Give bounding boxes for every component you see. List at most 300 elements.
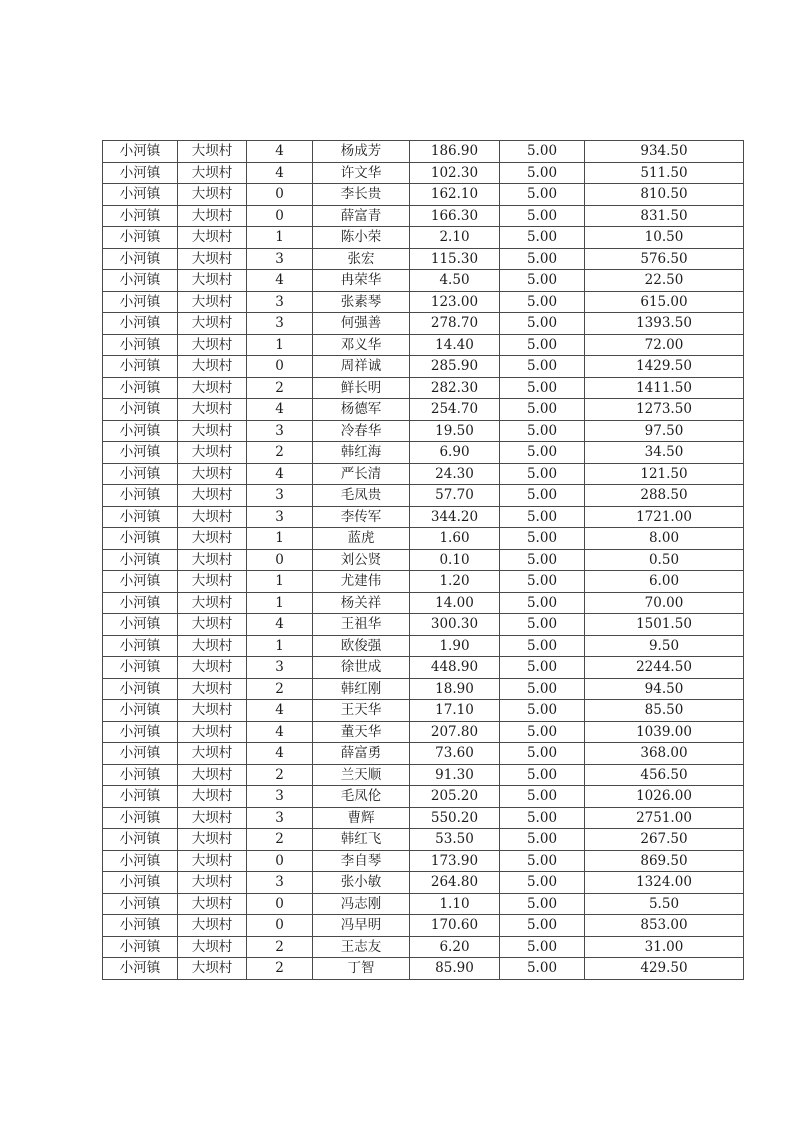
cell-total: 1721.00 [585, 506, 744, 528]
cell-count: 1 [247, 528, 313, 550]
cell-town: 小河镇 [103, 399, 178, 421]
cell-name: 邓义华 [313, 334, 410, 356]
table-row [103, 528, 744, 550]
cell-village: 大坝村 [178, 657, 247, 679]
cell-name: 杨德军 [313, 399, 410, 421]
table-row [103, 377, 744, 399]
cell-unit-price: 5.00 [500, 442, 585, 464]
cell-village: 大坝村 [178, 571, 247, 593]
cell-count: 4 [247, 399, 313, 421]
cell-village: 大坝村 [178, 850, 247, 872]
table-row [103, 162, 744, 184]
cell-unit-price: 5.00 [500, 635, 585, 657]
table-row [103, 850, 744, 872]
cell-name: 刘公贤 [313, 549, 410, 571]
cell-village: 大坝村 [178, 248, 247, 270]
cell-village: 大坝村 [178, 291, 247, 313]
cell-total: 2751.00 [585, 807, 744, 829]
cell-amount: 254.70 [410, 399, 500, 421]
cell-total: 34.50 [585, 442, 744, 464]
cell-village: 大坝村 [178, 184, 247, 206]
cell-town: 小河镇 [103, 485, 178, 507]
cell-town: 小河镇 [103, 528, 178, 550]
cell-village: 大坝村 [178, 764, 247, 786]
cell-count: 2 [247, 958, 313, 980]
cell-total: 831.50 [585, 205, 744, 227]
cell-village: 大坝村 [178, 958, 247, 980]
cell-name: 蓝虎 [313, 528, 410, 550]
cell-unit-price: 5.00 [500, 506, 585, 528]
cell-count: 1 [247, 571, 313, 593]
cell-name: 张小敏 [313, 872, 410, 894]
cell-amount: 1.60 [410, 528, 500, 550]
cell-amount: 285.90 [410, 356, 500, 378]
cell-village: 大坝村 [178, 356, 247, 378]
cell-name: 毛凤伦 [313, 786, 410, 808]
cell-unit-price: 5.00 [500, 893, 585, 915]
cell-count: 3 [247, 807, 313, 829]
table-row [103, 764, 744, 786]
table-row [103, 678, 744, 700]
cell-village: 大坝村 [178, 162, 247, 184]
cell-count: 2 [247, 764, 313, 786]
cell-town: 小河镇 [103, 592, 178, 614]
cell-town: 小河镇 [103, 141, 178, 163]
table-row [103, 227, 744, 249]
cell-town: 小河镇 [103, 807, 178, 829]
cell-amount: 282.30 [410, 377, 500, 399]
cell-total: 121.50 [585, 463, 744, 485]
cell-unit-price: 5.00 [500, 721, 585, 743]
cell-total: 511.50 [585, 162, 744, 184]
table-row [103, 721, 744, 743]
cell-unit-price: 5.00 [500, 807, 585, 829]
cell-count: 3 [247, 248, 313, 270]
cell-unit-price: 5.00 [500, 291, 585, 313]
cell-total: 22.50 [585, 270, 744, 292]
cell-amount: 57.70 [410, 485, 500, 507]
cell-total: 1393.50 [585, 313, 744, 335]
cell-unit-price: 5.00 [500, 356, 585, 378]
cell-unit-price: 5.00 [500, 786, 585, 808]
cell-total: 429.50 [585, 958, 744, 980]
cell-town: 小河镇 [103, 850, 178, 872]
cell-town: 小河镇 [103, 184, 178, 206]
cell-count: 0 [247, 356, 313, 378]
cell-total: 1273.50 [585, 399, 744, 421]
cell-amount: 173.90 [410, 850, 500, 872]
cell-unit-price: 5.00 [500, 463, 585, 485]
cell-name: 韩红海 [313, 442, 410, 464]
cell-count: 4 [247, 721, 313, 743]
cell-town: 小河镇 [103, 549, 178, 571]
cell-total: 1039.00 [585, 721, 744, 743]
cell-village: 大坝村 [178, 678, 247, 700]
cell-name: 兰天顺 [313, 764, 410, 786]
cell-amount: 205.20 [410, 786, 500, 808]
cell-name: 杨关祥 [313, 592, 410, 614]
cell-unit-price: 5.00 [500, 829, 585, 851]
table-row [103, 893, 744, 915]
cell-amount: 300.30 [410, 614, 500, 636]
cell-town: 小河镇 [103, 786, 178, 808]
cell-count: 0 [247, 850, 313, 872]
cell-amount: 166.30 [410, 205, 500, 227]
cell-town: 小河镇 [103, 442, 178, 464]
cell-count: 4 [247, 141, 313, 163]
cell-town: 小河镇 [103, 893, 178, 915]
table-row [103, 700, 744, 722]
cell-count: 3 [247, 313, 313, 335]
cell-amount: 17.10 [410, 700, 500, 722]
cell-count: 0 [247, 205, 313, 227]
cell-town: 小河镇 [103, 506, 178, 528]
cell-total: 1026.00 [585, 786, 744, 808]
cell-unit-price: 5.00 [500, 614, 585, 636]
cell-total: 72.00 [585, 334, 744, 356]
cell-total: 8.00 [585, 528, 744, 550]
cell-unit-price: 5.00 [500, 528, 585, 550]
cell-total: 6.00 [585, 571, 744, 593]
cell-name: 王祖华 [313, 614, 410, 636]
table-row [103, 786, 744, 808]
cell-unit-price: 5.00 [500, 549, 585, 571]
cell-name: 许文华 [313, 162, 410, 184]
table-row [103, 614, 744, 636]
cell-total: 9.50 [585, 635, 744, 657]
cell-town: 小河镇 [103, 313, 178, 335]
table-row [103, 506, 744, 528]
cell-village: 大坝村 [178, 549, 247, 571]
cell-amount: 102.30 [410, 162, 500, 184]
cell-town: 小河镇 [103, 829, 178, 851]
cell-count: 1 [247, 227, 313, 249]
cell-total: 615.00 [585, 291, 744, 313]
cell-amount: 264.80 [410, 872, 500, 894]
cell-count: 3 [247, 506, 313, 528]
cell-town: 小河镇 [103, 700, 178, 722]
cell-name: 冯早明 [313, 915, 410, 937]
cell-unit-price: 5.00 [500, 936, 585, 958]
cell-amount: 14.40 [410, 334, 500, 356]
table-row [103, 915, 744, 937]
cell-village: 大坝村 [178, 807, 247, 829]
cell-amount: 1.10 [410, 893, 500, 915]
cell-amount: 0.10 [410, 549, 500, 571]
cell-amount: 344.20 [410, 506, 500, 528]
cell-village: 大坝村 [178, 528, 247, 550]
cell-unit-price: 5.00 [500, 485, 585, 507]
cell-name: 毛凤贵 [313, 485, 410, 507]
cell-total: 576.50 [585, 248, 744, 270]
table-row [103, 141, 744, 163]
cell-amount: 1.20 [410, 571, 500, 593]
cell-amount: 550.20 [410, 807, 500, 829]
cell-total: 267.50 [585, 829, 744, 851]
cell-village: 大坝村 [178, 915, 247, 937]
cell-amount: 4.50 [410, 270, 500, 292]
cell-amount: 14.00 [410, 592, 500, 614]
cell-unit-price: 5.00 [500, 227, 585, 249]
table-body [103, 141, 744, 980]
cell-village: 大坝村 [178, 313, 247, 335]
cell-count: 3 [247, 485, 313, 507]
cell-name: 李自琴 [313, 850, 410, 872]
cell-town: 小河镇 [103, 248, 178, 270]
cell-village: 大坝村 [178, 893, 247, 915]
table-row [103, 635, 744, 657]
cell-amount: 207.80 [410, 721, 500, 743]
cell-name: 欧俊强 [313, 635, 410, 657]
cell-village: 大坝村 [178, 936, 247, 958]
cell-total: 10.50 [585, 227, 744, 249]
table-row [103, 829, 744, 851]
cell-unit-price: 5.00 [500, 915, 585, 937]
cell-name: 周祥诚 [313, 356, 410, 378]
cell-name: 薛富青 [313, 205, 410, 227]
cell-count: 1 [247, 334, 313, 356]
cell-count: 2 [247, 936, 313, 958]
cell-unit-price: 5.00 [500, 334, 585, 356]
cell-village: 大坝村 [178, 334, 247, 356]
table-row [103, 334, 744, 356]
cell-count: 2 [247, 678, 313, 700]
cell-unit-price: 5.00 [500, 313, 585, 335]
cell-town: 小河镇 [103, 743, 178, 765]
cell-amount: 6.90 [410, 442, 500, 464]
cell-unit-price: 5.00 [500, 592, 585, 614]
cell-count: 0 [247, 915, 313, 937]
cell-total: 5.50 [585, 893, 744, 915]
cell-name: 李传军 [313, 506, 410, 528]
cell-unit-price: 5.00 [500, 420, 585, 442]
cell-count: 3 [247, 786, 313, 808]
cell-town: 小河镇 [103, 721, 178, 743]
cell-count: 1 [247, 635, 313, 657]
cell-count: 3 [247, 872, 313, 894]
cell-village: 大坝村 [178, 700, 247, 722]
cell-village: 大坝村 [178, 463, 247, 485]
cell-count: 4 [247, 743, 313, 765]
cell-total: 1501.50 [585, 614, 744, 636]
cell-name: 严长清 [313, 463, 410, 485]
cell-count: 2 [247, 377, 313, 399]
cell-count: 4 [247, 463, 313, 485]
cell-count: 4 [247, 614, 313, 636]
cell-village: 大坝村 [178, 614, 247, 636]
cell-unit-price: 5.00 [500, 571, 585, 593]
cell-unit-price: 5.00 [500, 377, 585, 399]
cell-village: 大坝村 [178, 635, 247, 657]
cell-town: 小河镇 [103, 915, 178, 937]
cell-count: 0 [247, 893, 313, 915]
cell-amount: 6.20 [410, 936, 500, 958]
cell-total: 31.00 [585, 936, 744, 958]
data-table [102, 140, 744, 980]
cell-count: 2 [247, 442, 313, 464]
cell-amount: 123.00 [410, 291, 500, 313]
cell-unit-price: 5.00 [500, 205, 585, 227]
cell-count: 4 [247, 270, 313, 292]
cell-amount: 448.90 [410, 657, 500, 679]
cell-total: 456.50 [585, 764, 744, 786]
cell-name: 薛富勇 [313, 743, 410, 765]
cell-unit-price: 5.00 [500, 678, 585, 700]
cell-total: 2244.50 [585, 657, 744, 679]
table-row [103, 205, 744, 227]
cell-town: 小河镇 [103, 420, 178, 442]
table-row [103, 958, 744, 980]
cell-unit-price: 5.00 [500, 958, 585, 980]
cell-town: 小河镇 [103, 657, 178, 679]
cell-village: 大坝村 [178, 420, 247, 442]
cell-total: 97.50 [585, 420, 744, 442]
cell-town: 小河镇 [103, 678, 178, 700]
cell-unit-price: 5.00 [500, 764, 585, 786]
cell-village: 大坝村 [178, 592, 247, 614]
cell-amount: 186.90 [410, 141, 500, 163]
cell-name: 冷春华 [313, 420, 410, 442]
table-row [103, 657, 744, 679]
cell-town: 小河镇 [103, 356, 178, 378]
table-container [102, 140, 743, 980]
cell-name: 徐世成 [313, 657, 410, 679]
cell-total: 70.00 [585, 592, 744, 614]
table-row [103, 549, 744, 571]
cell-unit-price: 5.00 [500, 657, 585, 679]
cell-town: 小河镇 [103, 764, 178, 786]
cell-village: 大坝村 [178, 721, 247, 743]
table-row [103, 463, 744, 485]
cell-town: 小河镇 [103, 270, 178, 292]
cell-town: 小河镇 [103, 205, 178, 227]
cell-name: 张素琴 [313, 291, 410, 313]
cell-town: 小河镇 [103, 614, 178, 636]
cell-amount: 24.30 [410, 463, 500, 485]
cell-town: 小河镇 [103, 958, 178, 980]
cell-town: 小河镇 [103, 872, 178, 894]
cell-name: 丁智 [313, 958, 410, 980]
cell-town: 小河镇 [103, 936, 178, 958]
cell-unit-price: 5.00 [500, 700, 585, 722]
cell-count: 4 [247, 162, 313, 184]
cell-name: 曹辉 [313, 807, 410, 829]
table-row [103, 356, 744, 378]
cell-name: 王志友 [313, 936, 410, 958]
cell-total: 1324.00 [585, 872, 744, 894]
cell-name: 冯志刚 [313, 893, 410, 915]
table-row [103, 248, 744, 270]
cell-name: 冉荣华 [313, 270, 410, 292]
cell-count: 2 [247, 829, 313, 851]
table-row [103, 184, 744, 206]
cell-count: 1 [247, 592, 313, 614]
table-row [103, 872, 744, 894]
cell-name: 鲜长明 [313, 377, 410, 399]
cell-total: 368.00 [585, 743, 744, 765]
cell-village: 大坝村 [178, 141, 247, 163]
table-row [103, 743, 744, 765]
cell-name: 尤建伟 [313, 571, 410, 593]
cell-unit-price: 5.00 [500, 270, 585, 292]
cell-amount: 170.60 [410, 915, 500, 937]
cell-town: 小河镇 [103, 635, 178, 657]
cell-amount: 2.10 [410, 227, 500, 249]
cell-village: 大坝村 [178, 829, 247, 851]
cell-unit-price: 5.00 [500, 141, 585, 163]
cell-total: 0.50 [585, 549, 744, 571]
cell-amount: 115.30 [410, 248, 500, 270]
cell-town: 小河镇 [103, 162, 178, 184]
cell-unit-price: 5.00 [500, 850, 585, 872]
cell-amount: 18.90 [410, 678, 500, 700]
cell-village: 大坝村 [178, 506, 247, 528]
cell-village: 大坝村 [178, 485, 247, 507]
table-row [103, 592, 744, 614]
cell-village: 大坝村 [178, 205, 247, 227]
table-row [103, 399, 744, 421]
cell-total: 1411.50 [585, 377, 744, 399]
cell-town: 小河镇 [103, 377, 178, 399]
cell-total: 934.50 [585, 141, 744, 163]
cell-name: 张宏 [313, 248, 410, 270]
cell-total: 810.50 [585, 184, 744, 206]
cell-town: 小河镇 [103, 227, 178, 249]
cell-amount: 85.90 [410, 958, 500, 980]
cell-name: 杨成芳 [313, 141, 410, 163]
cell-unit-price: 5.00 [500, 872, 585, 894]
cell-name: 董天华 [313, 721, 410, 743]
cell-total: 869.50 [585, 850, 744, 872]
cell-total: 853.00 [585, 915, 744, 937]
table-row [103, 485, 744, 507]
cell-name: 韩红刚 [313, 678, 410, 700]
cell-village: 大坝村 [178, 872, 247, 894]
cell-unit-price: 5.00 [500, 399, 585, 421]
cell-count: 4 [247, 700, 313, 722]
table-row [103, 571, 744, 593]
cell-total: 1429.50 [585, 356, 744, 378]
cell-village: 大坝村 [178, 399, 247, 421]
cell-village: 大坝村 [178, 377, 247, 399]
table-row [103, 313, 744, 335]
cell-name: 陈小荣 [313, 227, 410, 249]
cell-unit-price: 5.00 [500, 743, 585, 765]
cell-count: 0 [247, 549, 313, 571]
cell-name: 韩红飞 [313, 829, 410, 851]
cell-town: 小河镇 [103, 291, 178, 313]
table-row [103, 807, 744, 829]
cell-town: 小河镇 [103, 571, 178, 593]
cell-amount: 162.10 [410, 184, 500, 206]
cell-amount: 53.50 [410, 829, 500, 851]
cell-name: 何强善 [313, 313, 410, 335]
cell-count: 3 [247, 420, 313, 442]
cell-total: 94.50 [585, 678, 744, 700]
table-row [103, 291, 744, 313]
cell-town: 小河镇 [103, 463, 178, 485]
cell-village: 大坝村 [178, 270, 247, 292]
cell-village: 大坝村 [178, 442, 247, 464]
cell-village: 大坝村 [178, 786, 247, 808]
table-row [103, 270, 744, 292]
cell-total: 85.50 [585, 700, 744, 722]
cell-town: 小河镇 [103, 334, 178, 356]
cell-amount: 278.70 [410, 313, 500, 335]
table-row [103, 420, 744, 442]
cell-count: 3 [247, 291, 313, 313]
cell-village: 大坝村 [178, 227, 247, 249]
